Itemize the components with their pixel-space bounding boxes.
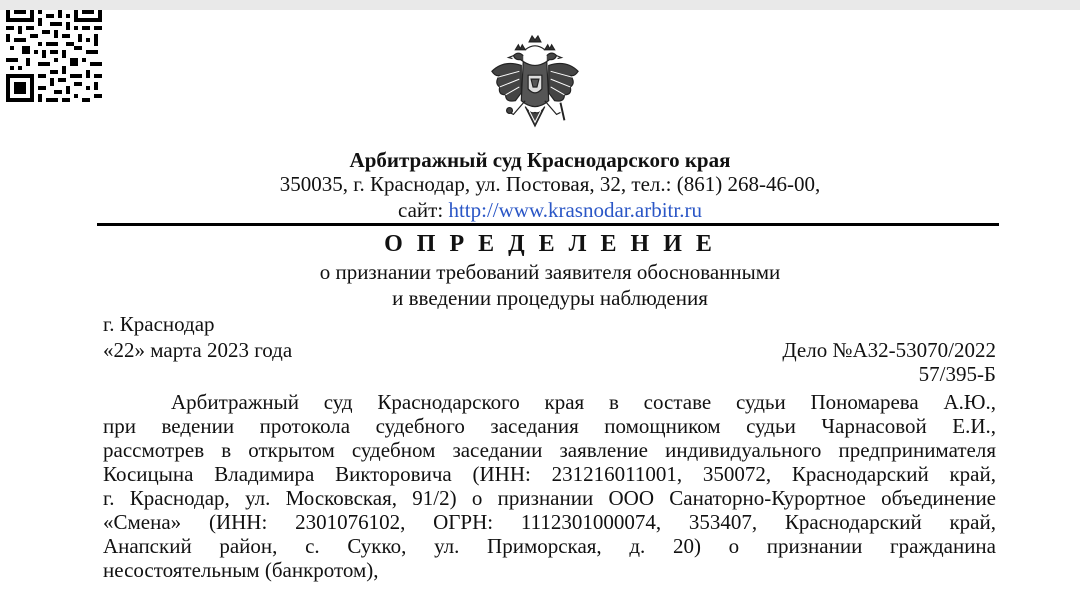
document-subtitle-2: и введении процедуры наблюдения	[392, 286, 708, 310]
document-type: О П Р Е Д Е Л Е Н И Е	[384, 231, 716, 257]
body-line: Анапский район, с. Сукко, ул. Приморская, д. 20) о признании гражданина	[103, 534, 996, 558]
court-site	[0, 198, 1080, 222]
site-label: сайт:	[398, 198, 444, 222]
case-suffix: 57/395-Б	[918, 362, 996, 386]
court-name: Арбитражный суд Краснодарского края	[349, 148, 731, 172]
body-line: рассмотрев в открытом судебном заседании заявление индивидуального предпринимателя	[103, 438, 996, 462]
coat-of-arms-icon	[486, 32, 584, 140]
document-page	[0, 10, 1080, 600]
body-line: Арбитражный суд Краснодарского края в составе судьи Пономарева А.Ю.,	[171, 390, 996, 414]
body-line: несостоятельным (банкротом),	[103, 558, 379, 582]
case-number: Дело №А32-53070/2022	[782, 338, 996, 362]
court-address: 350035, г. Краснодар, ул. Постовая, 32, тел.: (861) 268-46-00,	[279, 172, 821, 196]
document-subtitle: о признании требований заявителя обоснованными	[319, 260, 781, 284]
body-line: «Смена» (ИНН: 2301076102, ОГРН: 1112301000074, 353407, Краснодарский край,	[103, 510, 996, 534]
body-line: г. Краснодар, ул. Московская, 91/2) о признании ООО Санаторно-Курортное объединение	[103, 486, 996, 510]
body-line: при ведении протокола судебного заседания помощником судьи Чарнасовой Е.И.,	[103, 414, 996, 438]
body-paragraph	[103, 390, 996, 582]
body-line: Косицына Владимира Викторовича (ИНН: 231216011001, 350072, Краснодарский край,	[103, 462, 996, 486]
city: г. Краснодар	[103, 312, 215, 336]
site-link[interactable]: http://www.krasnodar.arbitr.ru	[448, 198, 702, 222]
qr-code-icon	[6, 10, 102, 102]
header-divider	[97, 223, 999, 226]
decision-date: «22» марта 2023 года	[103, 338, 293, 362]
